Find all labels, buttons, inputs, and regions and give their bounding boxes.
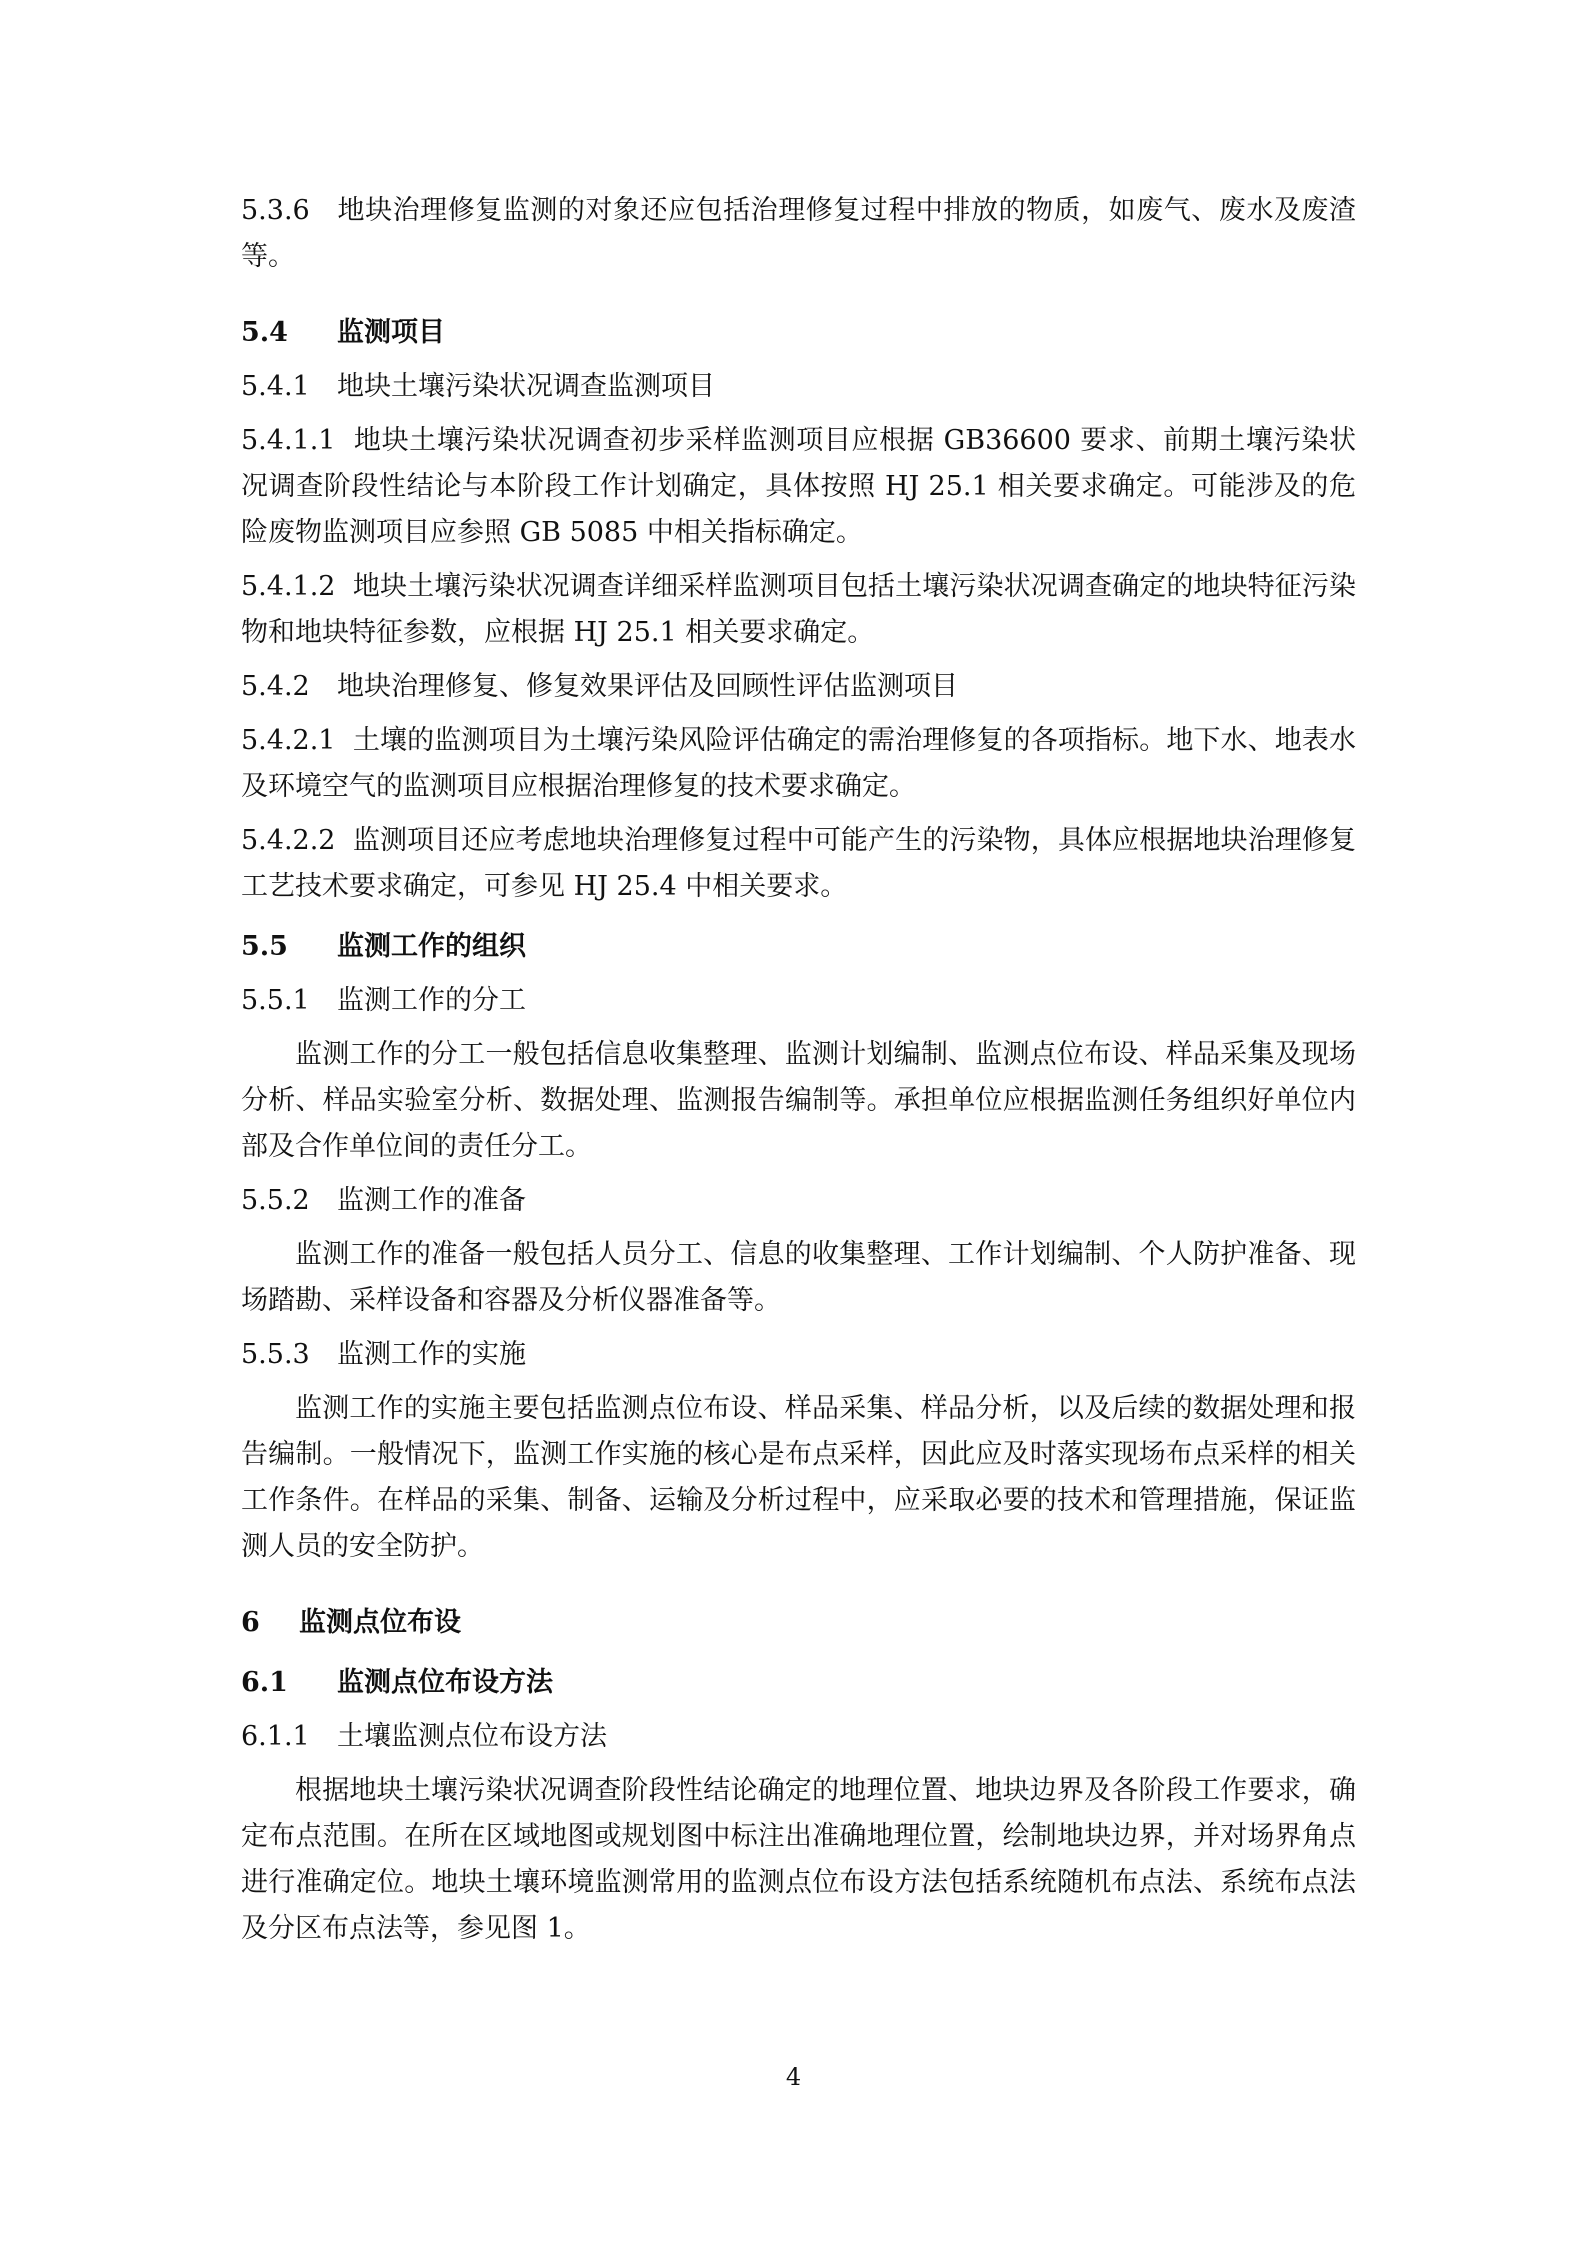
- subsection-number: 5.5.3: [241, 1339, 310, 1370]
- section-title: 监测工作的组织: [337, 931, 526, 962]
- chapter-number: 6: [241, 1607, 260, 1638]
- clause-number: 5.3.6: [241, 195, 310, 226]
- subsection-title: 监测工作的实施: [337, 1339, 526, 1370]
- subsection-5-4-1-heading: [241, 364, 1356, 410]
- subsection-5-5-2-heading: [241, 1178, 1356, 1224]
- section-5-4-heading: [241, 310, 1356, 356]
- clause-text: 土壤的监测项目为土壤污染风险评估确定的需治理修复的各项指标。地下水、地表水及环境空气的监测项目应根据治理修复的技术要求确定。: [241, 725, 1357, 802]
- section-6-1-heading: [241, 1660, 1356, 1706]
- subsection-title: 土壤监测点位布设方法: [337, 1721, 607, 1752]
- paragraph-5-5-2: 监测工作的准备一般包括人员分工、信息的收集整理、工作计划编制、个人防护准备、现场踏勘、采样设备和容器及分析仪器准备等。: [241, 1239, 1356, 1316]
- clause-5-4-2-2: [241, 818, 1356, 910]
- chapter-6-heading: [241, 1600, 1356, 1646]
- subsection-number: 5.4.1: [241, 371, 310, 402]
- clause-number: 5.4.2.1: [241, 725, 336, 756]
- clause-5-4-1-2: [241, 564, 1356, 656]
- section-5-5-heading: [241, 924, 1356, 970]
- subsection-number: 5.5.2: [241, 1185, 310, 1216]
- clause-5-4-2-1: [241, 718, 1356, 810]
- subsection-6-1-1-heading: [241, 1714, 1356, 1760]
- clause-text: 地块土壤污染状况调查初步采样监测项目应根据 GB36600 要求、前期土壤污染状况调查阶段性结论与本阶段工作计划确定，具体按照 HJ 25.1 相关要求确定。可能涉及的危险废物监测项目应参照 GB 5085 中相关指标确定。: [241, 425, 1356, 548]
- section-number: 6.1: [241, 1667, 288, 1698]
- subsection-number: 5.4.2: [241, 671, 310, 702]
- subsection-title: 监测工作的分工: [337, 985, 526, 1016]
- clause-number: 5.4.1.1: [241, 425, 336, 456]
- section-title: 监测点位布设方法: [337, 1667, 553, 1698]
- paragraph-6-1-1: 根据地块土壤污染状况调查阶段性结论确定的地理位置、地块边界及各阶段工作要求，确定布点范围。在所在区域地图或规划图中标注出准确地理位置，绘制地块边界，并对场界角点进行准确定位。地块土壤环境监测常用的监测点位布设方法包括系统随机布点法、系统布点法及分区布点法等，参见图 1。: [241, 1775, 1356, 1944]
- clause-number: 5.4.1.2: [241, 571, 336, 602]
- page-number: 4: [785, 2063, 802, 2091]
- section-title: 监测项目: [337, 317, 445, 348]
- subsection-number: 6.1.1: [241, 1721, 310, 1752]
- clause-text: 监测项目还应考虑地块治理修复过程中可能产生的污染物，具体应根据地块治理修复工艺技术要求确定，可参见 HJ 25.4 中相关要求。: [241, 825, 1357, 902]
- clause-5-4-1-1: [241, 418, 1356, 556]
- clause-number: 5.4.2.2: [241, 825, 336, 856]
- paragraph-5-5-1: 监测工作的分工一般包括信息收集整理、监测计划编制、监测点位布设、样品采集及现场分析、样品实验室分析、数据处理、监测报告编制等。承担单位应根据监测任务组织好单位内部及合作单位间的责任分工。: [241, 1039, 1356, 1162]
- subsection-title: 监测工作的准备: [337, 1185, 526, 1216]
- subsection-number: 5.5.1: [241, 985, 310, 1016]
- paragraph-5-5-3: 监测工作的实施主要包括监测点位布设、样品采集、样品分析，以及后续的数据处理和报告编制。一般情况下，监测工作实施的核心是布点采样，因此应及时落实现场布点采样的相关工作条件。在样品的采集、制备、运输及分析过程中，应采取必要的技术和管理措施，保证监测人员的安全防护。: [241, 1393, 1356, 1562]
- subsection-title: 地块土壤污染状况调查监测项目: [337, 371, 715, 402]
- subsection-5-5-1-heading: [241, 978, 1356, 1024]
- clause-text: 地块治理修复监测的对象还应包括治理修复过程中排放的物质，如废气、废水及废渣等。: [241, 195, 1356, 272]
- subsection-title: 地块治理修复、修复效果评估及回顾性评估监测项目: [337, 671, 958, 702]
- clause-text: 地块土壤污染状况调查详细采样监测项目包括土壤污染状况调查确定的地块特征污染物和地块特征参数，应根据 HJ 25.1 相关要求确定。: [241, 571, 1357, 648]
- subsection-5-4-2-heading: [241, 664, 1356, 710]
- subsection-5-5-3-heading: [241, 1332, 1356, 1378]
- section-number: 5.5: [241, 931, 288, 962]
- chapter-title: 监测点位布设: [299, 1607, 461, 1638]
- clause-5-3-6: [241, 188, 1356, 280]
- page-body: [241, 188, 1356, 1952]
- section-number: 5.4: [241, 317, 288, 348]
